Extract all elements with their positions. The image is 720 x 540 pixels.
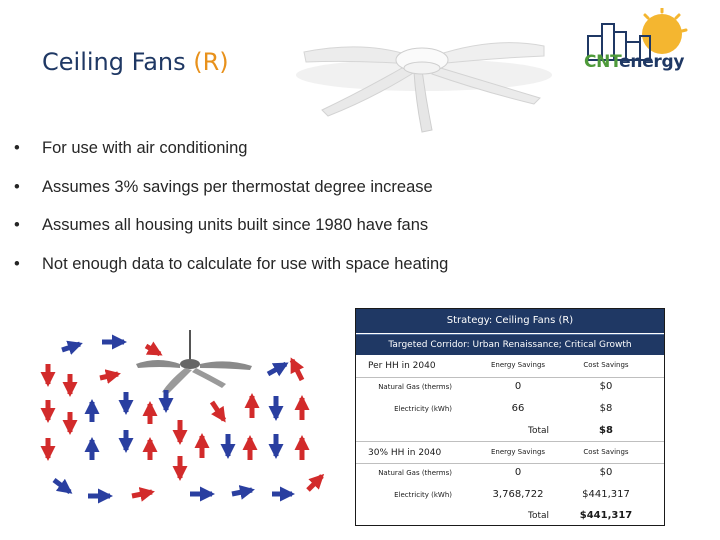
slide-title-main: Ceiling Fans (42, 48, 186, 76)
row-label-electricity: Electricity (kWh) (394, 405, 452, 413)
savings-table (355, 308, 665, 526)
slide-title-suffix: (R) (193, 48, 229, 76)
energy-value: 0 (514, 467, 522, 478)
column-cost-savings: Cost Savings (583, 361, 629, 369)
bullet-item (14, 136, 448, 175)
airflow-diagram (40, 330, 330, 510)
slide-title (42, 48, 229, 76)
divider (356, 463, 664, 464)
table-corridor: Targeted Corridor: Urban Renaissance; Critical Growth (356, 334, 664, 355)
cost-value: $0 (599, 467, 613, 478)
column-energy-savings: Energy Savings (490, 361, 546, 369)
row-label-natural-gas: Natural Gas (therms) (378, 469, 452, 477)
logo-wordmark-suffix: energy (619, 52, 685, 72)
cost-value: $441,317 (582, 489, 630, 500)
bullet-item (14, 175, 448, 214)
bullet-item (14, 213, 448, 252)
table-title: Strategy: Ceiling Fans (R) (356, 309, 664, 333)
energy-value: 3,768,722 (492, 489, 544, 500)
energy-value: 66 (511, 403, 525, 414)
total-cost-value: $441,317 (579, 510, 633, 521)
bullet-text: Not enough data to calculate for use with space heating (42, 254, 449, 273)
column-cost-savings: Cost Savings (583, 448, 629, 456)
bullet-dot: • (14, 216, 20, 234)
bullet-dot: • (14, 254, 20, 273)
total-cost-value: $8 (599, 425, 613, 436)
bullet-text: Assumes all housing units built since 1980 have fans (42, 216, 429, 234)
section-label-per-hh: Per HH in 2040 (368, 361, 436, 371)
total-label: Total (528, 426, 550, 436)
energy-value: 0 (514, 381, 522, 392)
cost-value: $0 (599, 381, 613, 392)
ceiling-fan-photo (294, 0, 552, 150)
row-label-electricity: Electricity (kWh) (394, 491, 452, 499)
bullet-list (14, 136, 448, 290)
total-label: Total (528, 511, 550, 521)
bullet-dot: • (14, 139, 20, 157)
bullet-text: Assumes 3% savings per thermostat degree increase (42, 177, 433, 196)
row-label-natural-gas: Natural Gas (therms) (378, 383, 452, 391)
bullet-text: For use with air conditioning (42, 139, 248, 157)
logo-wordmark-prefix: CNT (584, 52, 620, 72)
divider (356, 377, 664, 378)
logo-wordmark (584, 52, 684, 72)
section-label-30-percent-hh: 30% HH in 2040 (368, 448, 442, 458)
bullet-dot: • (14, 177, 20, 196)
bullet-item (14, 252, 448, 291)
column-energy-savings: Energy Savings (490, 448, 546, 456)
divider (356, 441, 664, 442)
cost-value: $8 (599, 403, 613, 414)
ceiling-fan-icon (136, 330, 252, 394)
